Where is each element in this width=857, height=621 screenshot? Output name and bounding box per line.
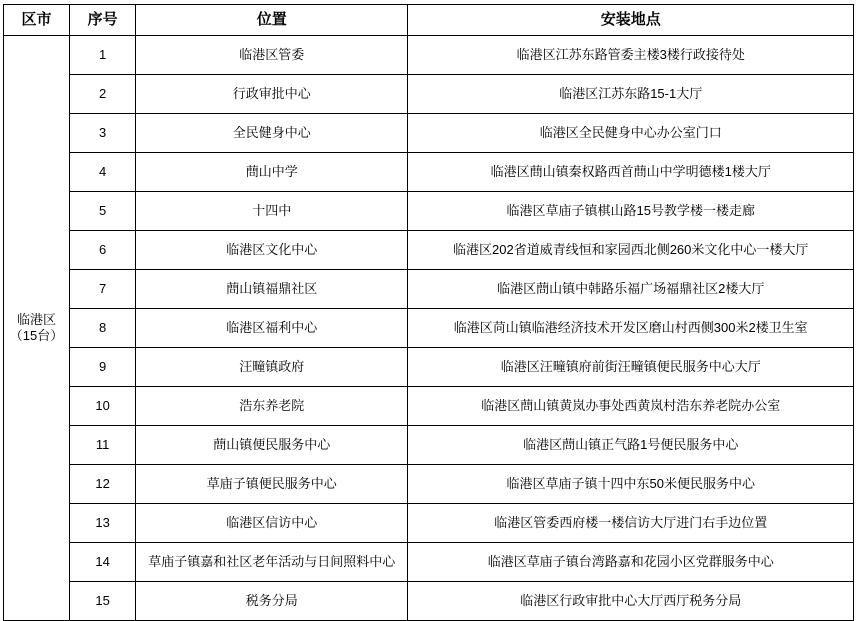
row-sequence: 11 [70,426,136,465]
table-body [4,36,854,621]
header-row [4,5,854,36]
row-sequence: 13 [70,504,136,543]
table-header [4,5,854,36]
row-address: 临港区江苏东路15-1大厅 [408,75,854,114]
row-place: 蔄山中学 [136,153,408,192]
column-header-sequence: 序号 [70,5,136,36]
row-place: 草庙子镇便民服务中心 [136,465,408,504]
row-address: 临港区蔄山镇正气路1号便民服务中心 [408,426,854,465]
row-address: 临港区蔄山镇中韩路乐福广场福鼎社区2楼大厅 [408,270,854,309]
row-place: 临港区文化中心 [136,231,408,270]
row-sequence: 1 [70,36,136,75]
region-name: 临港区 [17,311,57,327]
table-row [4,114,854,153]
table-row [4,426,854,465]
row-sequence: 7 [70,270,136,309]
row-address: 临港区蔄山镇黄岚办事处西黄岚村浩东养老院办公室 [408,387,854,426]
column-header-region: 区市 [4,5,70,36]
row-address: 临港区行政审批中心大厅西厅税务分局 [408,582,854,621]
installation-locations-table [3,4,854,621]
row-address: 临港区202省道威青线恒和家园西北侧260米文化中心一楼大厅 [408,231,854,270]
row-address: 临港区草庙子镇台湾路嘉和花园小区党群服务中心 [408,543,854,582]
row-address: 临港区草庙子镇十四中东50米便民服务中心 [408,465,854,504]
row-place: 临港区管委 [136,36,408,75]
row-sequence: 10 [70,387,136,426]
row-sequence: 4 [70,153,136,192]
row-place: 草庙子镇嘉和社区老年活动与日间照料中心 [136,543,408,582]
row-place: 蔄山镇福鼎社区 [136,270,408,309]
row-place: 汪疃镇政府 [136,348,408,387]
row-place: 十四中 [136,192,408,231]
row-sequence: 2 [70,75,136,114]
row-sequence: 8 [70,309,136,348]
row-sequence: 3 [70,114,136,153]
table-row [4,231,854,270]
table-row [4,192,854,231]
row-sequence: 5 [70,192,136,231]
row-address: 临港区汪疃镇府前街汪疃镇便民服务中心大厅 [408,348,854,387]
row-sequence: 15 [70,582,136,621]
table-row [4,153,854,192]
table-row [4,387,854,426]
column-header-address: 安装地点 [408,5,854,36]
row-place: 税务分局 [136,582,408,621]
row-place: 行政审批中心 [136,75,408,114]
table-row [4,75,854,114]
row-address: 临港区管委西府楼一楼信访大厅进门右手边位置 [408,504,854,543]
table-row [4,465,854,504]
table-row [4,582,854,621]
row-address: 临港区全民健身中心办公室门口 [408,114,854,153]
region-count: （15台） [9,328,64,343]
table-row [4,36,854,75]
table-row [4,543,854,582]
table-row [4,348,854,387]
row-place: 浩东养老院 [136,387,408,426]
row-sequence: 9 [70,348,136,387]
row-place: 临港区信访中心 [136,504,408,543]
row-sequence: 14 [70,543,136,582]
table-row [4,309,854,348]
table-row [4,270,854,309]
row-address: 临港区蔄山镇秦权路西首蔄山中学明德楼1楼大厅 [408,153,854,192]
row-place: 蔄山镇便民服务中心 [136,426,408,465]
row-sequence: 12 [70,465,136,504]
table-row [4,504,854,543]
column-header-place: 位置 [136,5,408,36]
region-cell [4,36,70,621]
row-place: 临港区福利中心 [136,309,408,348]
row-address: 临港区江苏东路管委主楼3楼行政接待处 [408,36,854,75]
row-address: 临港区草庙子镇棋山路15号教学楼一楼走廊 [408,192,854,231]
row-sequence: 6 [70,231,136,270]
row-address: 临港区苘山镇临港经济技术开发区磨山村西侧300米2楼卫生室 [408,309,854,348]
row-place: 全民健身中心 [136,114,408,153]
